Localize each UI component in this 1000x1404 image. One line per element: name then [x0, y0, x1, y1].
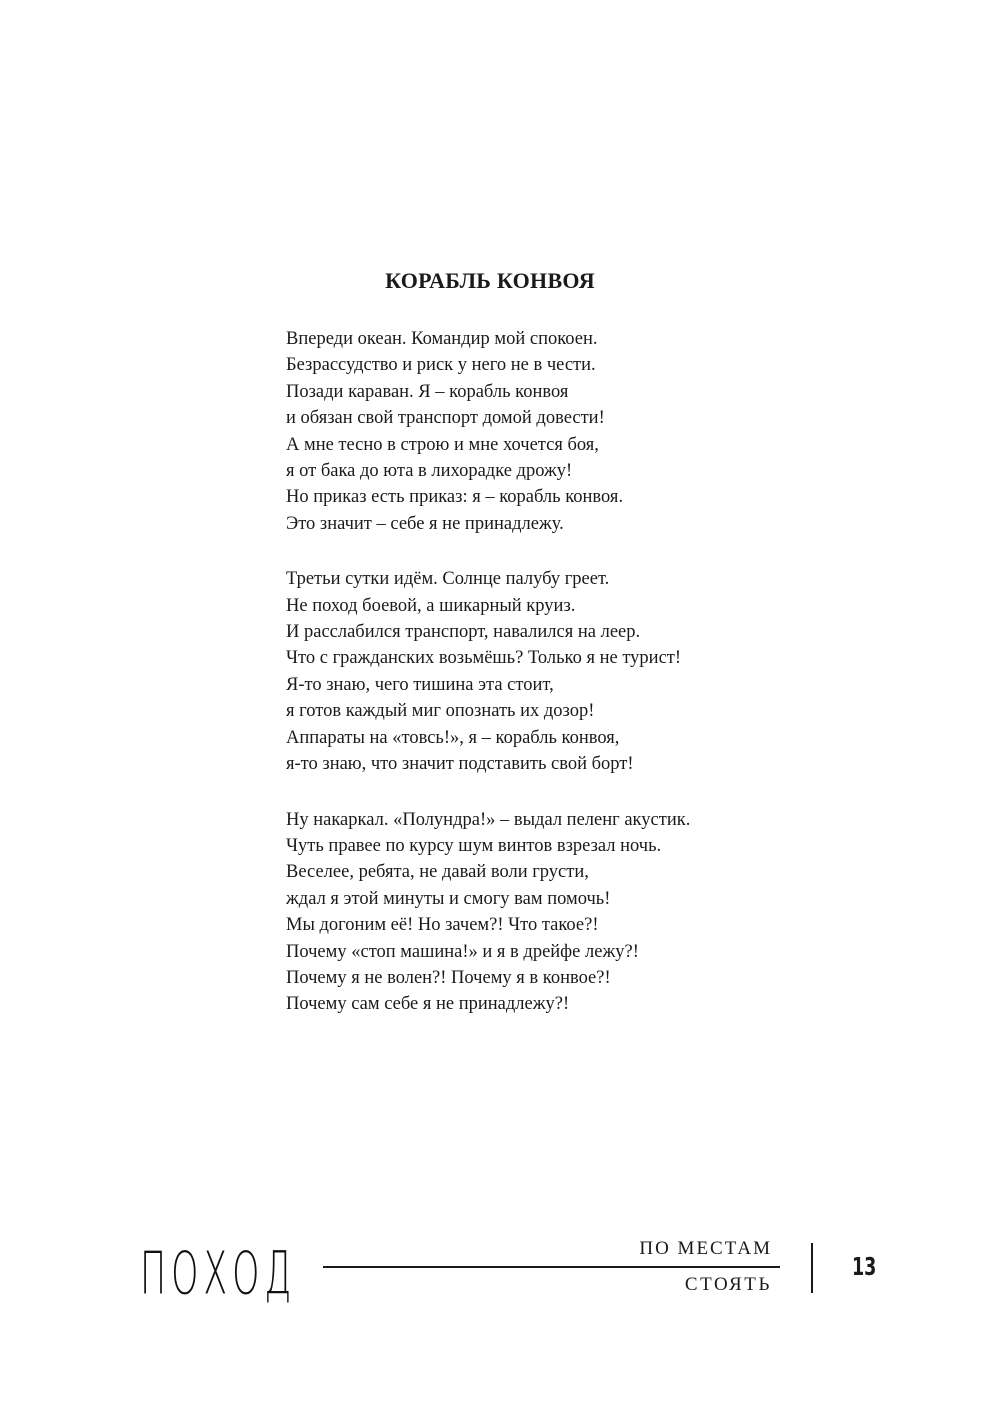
poem-line: Это значит – себе я не принадлежу.	[286, 513, 564, 534]
poem-line: я готов каждый миг опознать их дозор!	[286, 701, 595, 722]
poem-line: Мы догоним её! Но зачем?! Что такое?!	[286, 915, 599, 936]
poem-line: И расслабился транспорт, навалился на леер.	[286, 622, 641, 643]
poem-line: Веселее, ребята, не давай воли грусти,	[286, 862, 589, 883]
poem-line: Я-то знаю, чего тишина эта стоит,	[286, 674, 554, 695]
poem-line: Впереди океан. Командир мой спокоен.	[286, 329, 598, 349]
poem-line: Почему я не волен?! Почему я в конвое?!	[286, 967, 611, 988]
poem-line: Позади караван. Я – корабль конвоя	[286, 381, 569, 402]
poem-line: и обязан свой транспорт домой довести!	[286, 408, 605, 429]
section-title-line1: ПО МЕСТАМ	[639, 1238, 772, 1259]
poem-line: Но приказ есть приказ: я – корабль конвоя.	[286, 487, 624, 508]
section-title-line2: СТОЯТЬ	[684, 1274, 772, 1295]
poem-line: Почему «стоп машина!» и я в дрейфе лежу?!	[286, 941, 639, 962]
stanza	[286, 566, 806, 777]
poem-line: Третьи сутки идём. Солнце палубу греет.	[286, 569, 610, 590]
poem-line: Почему сам себе я не принадлежу?!	[286, 994, 570, 1015]
footer-vertical-divider	[811, 1243, 813, 1293]
poem-line: А мне тесно в строю и мне хочется боя,	[286, 434, 599, 455]
book-title: ПОХОД	[140, 1240, 297, 1309]
poem-line: ждал я этой минуты и смогу вам помочь!	[286, 888, 611, 909]
poem-line: я-то знаю, что значит подставить свой борт!	[286, 754, 634, 775]
stanza	[286, 326, 806, 537]
poem-line: Аппараты на «товсь!», я – корабль конвоя,	[286, 727, 620, 748]
poem-line: Чуть правее по курсу шум винтов взрезал ночь.	[286, 835, 662, 856]
poem-line: Не поход боевой, а шикарный круиз.	[286, 595, 576, 616]
poem-line: Что с гражданских возьмёшь? Только я не турист!	[286, 648, 682, 669]
poem-line: я от бака до юта в лихорадке дрожу!	[286, 461, 573, 482]
poem-body	[286, 326, 806, 1047]
page-number: 13	[852, 1252, 877, 1281]
poem-line: Безрассудство и риск у него не в чести.	[286, 355, 596, 376]
poem-line: Ну накаркал. «Полундра!» – выдал пеленг акустик.	[286, 809, 691, 830]
stanza	[286, 807, 806, 1018]
footer-divider	[323, 1266, 780, 1268]
poem-title: КОРАБЛЬ КОНВОЯ	[385, 268, 595, 293]
